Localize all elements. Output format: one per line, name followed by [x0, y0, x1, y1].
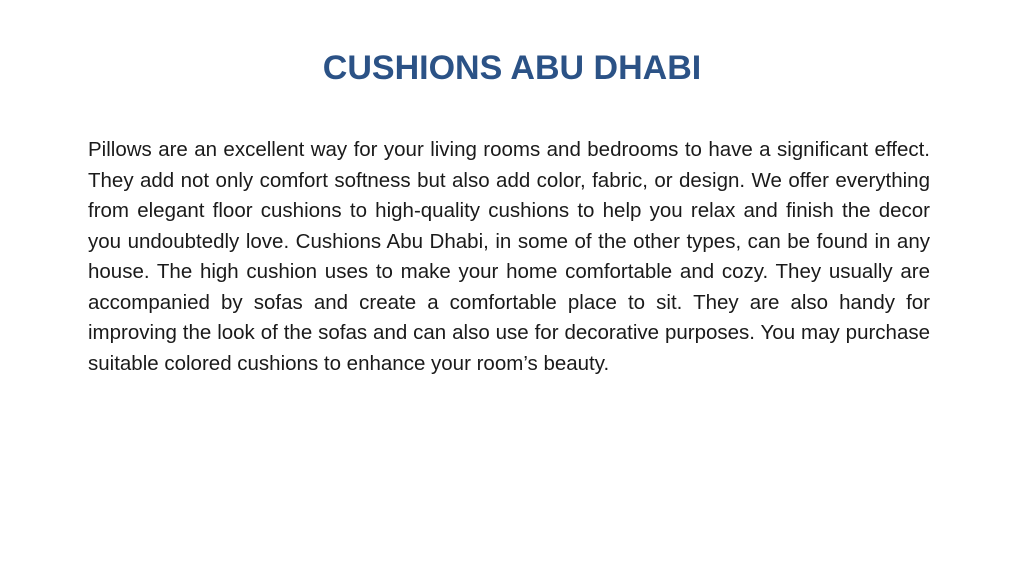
slide-body-paragraph: Pillows are an excellent way for your living rooms and bedrooms to have a significant effect. They add not only comfort softness but also add color, fabric, or design. We offer everything from elegant floor cushions to high-quality cushions to help you relax and finish the decor you undoubtedly love. Cushions Abu Dhabi, in some of the other types, can be found in any house. The high cushion uses to make your home comfortable and cozy. They usually are accompanied by sofas and create a comfortable place to sit. They are also handy for improving the look of the sofas and can also use for decorative purposes. You may purchase suitable colored cushions to enhance your room’s beauty.: [88, 138, 930, 375]
slide-title: CUSHIONS ABU DHABI: [322, 49, 702, 87]
